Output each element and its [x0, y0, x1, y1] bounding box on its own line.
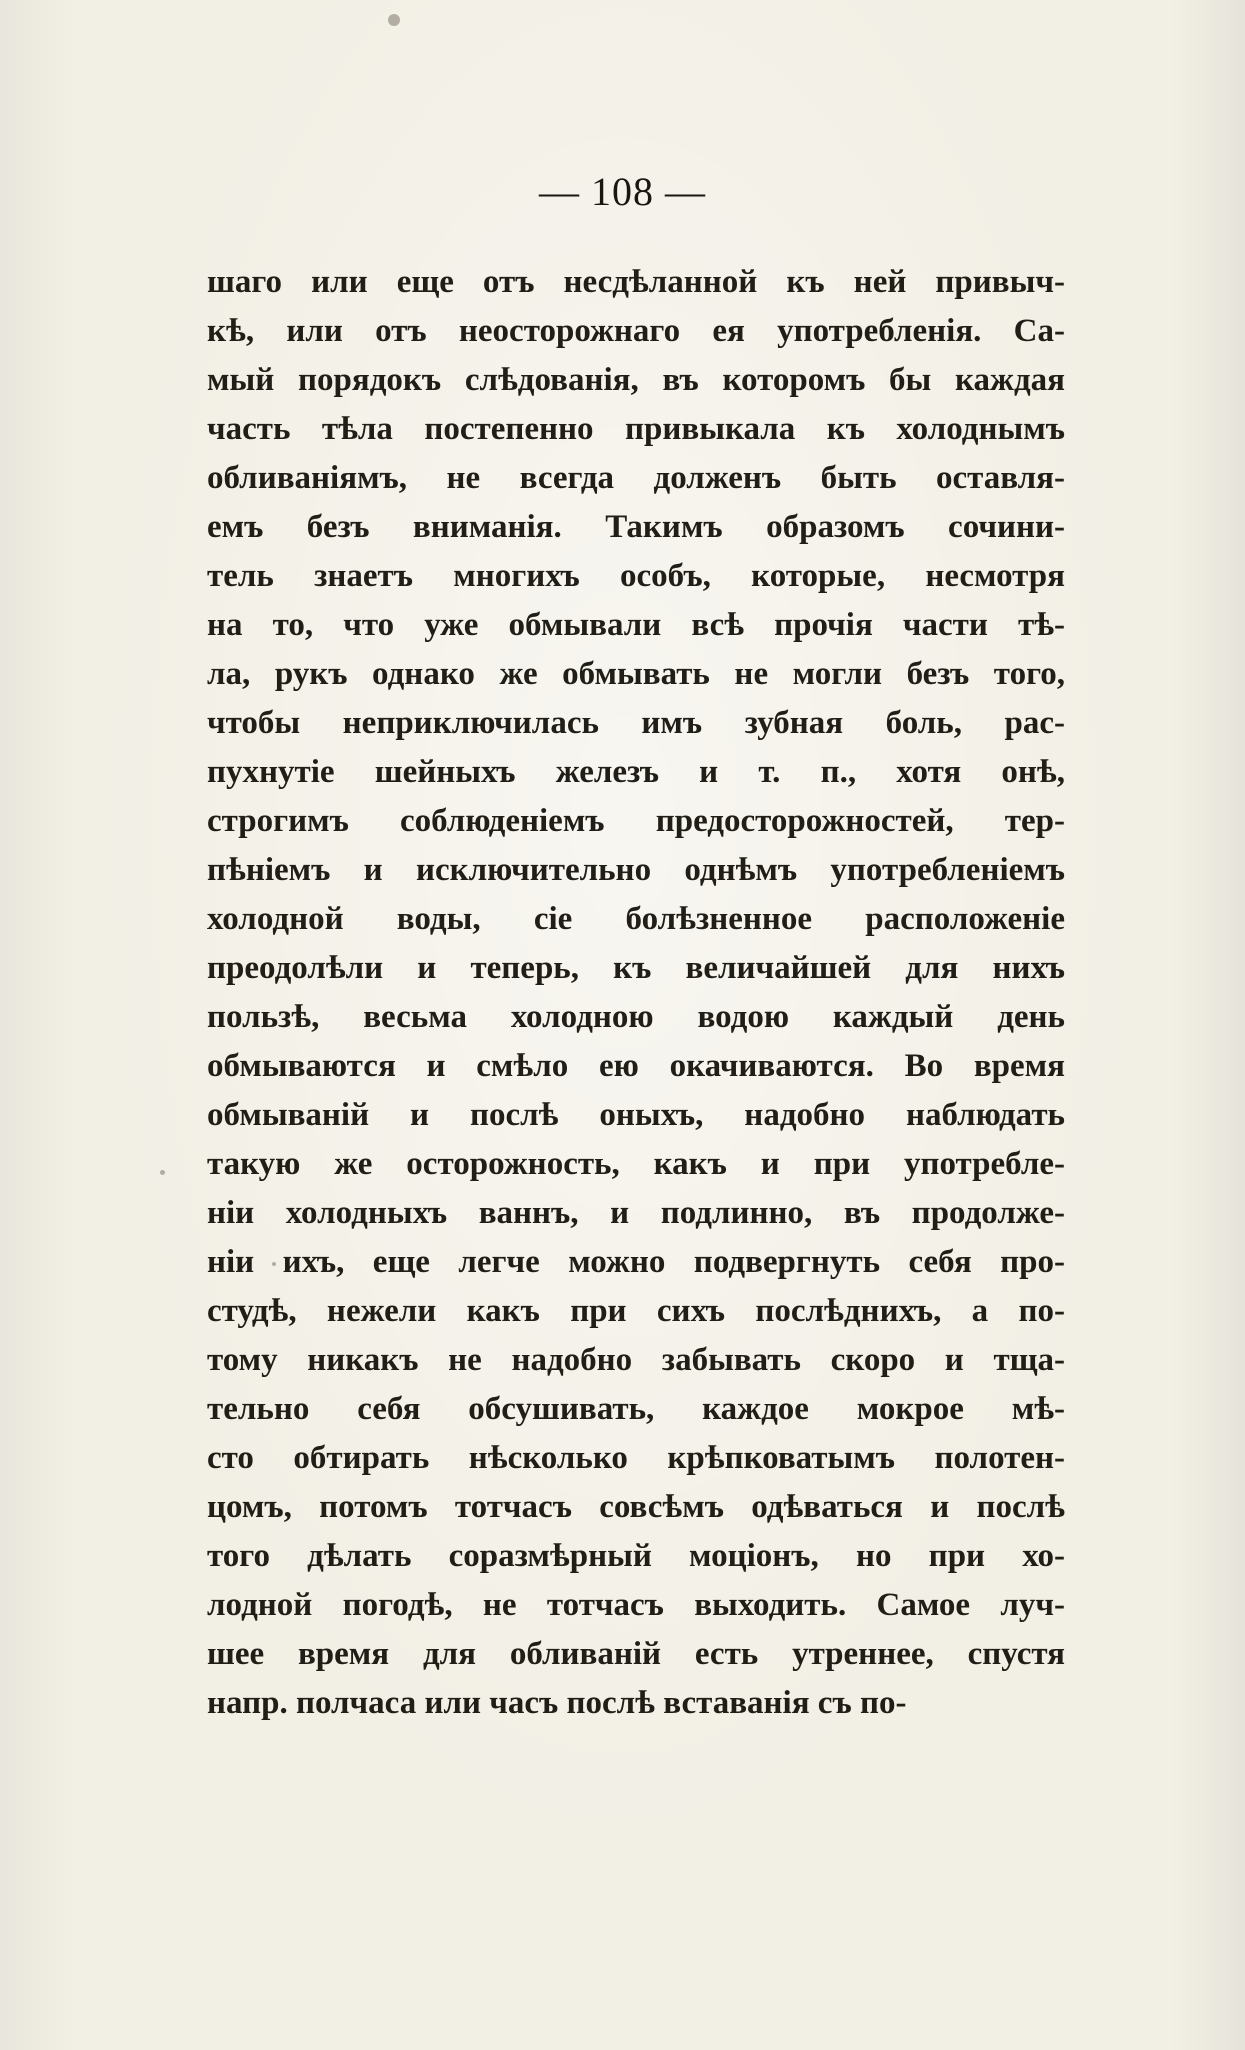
text-line: мый порядокъ слѣдованія, въ которомъ бы каждая [207, 362, 1065, 398]
text-line: цомъ, потомъ тотчасъ совсѣмъ одѣваться и послѣ [207, 1489, 1065, 1525]
text-line: обливаніямъ, не всегда долженъ быть оставля- [207, 460, 1065, 496]
text-line: часть тѣла постепенно привыкала къ холоднымъ [207, 411, 1065, 447]
text-line: того дѣлать соразмѣрный моціонъ, но при хо- [207, 1538, 1065, 1574]
text-line: преодолѣли и теперь, къ величайшей для нихъ [207, 950, 1065, 986]
text-line: чтобы неприключилась имъ зубная боль, рас- [207, 705, 1065, 741]
text-line: обмываній и послѣ оныхъ, надобно наблюдать [207, 1097, 1065, 1133]
text-line: тельно себя обсушивать, каждое мокрое мѣ- [207, 1391, 1065, 1427]
text-line: тель знаетъ многихъ особъ, которые, несмотря [207, 558, 1065, 594]
text-line: ніи ихъ, еще легче можно подвергнуть себя про- [207, 1244, 1065, 1280]
paper-speck [160, 1170, 165, 1175]
text-line: обмываются и смѣло ею окачиваются. Во время [207, 1048, 1065, 1084]
text-line: ла, рукъ однако же обмывать не могли безъ того, [207, 656, 1065, 692]
page-number: — 108 — [539, 169, 706, 214]
paper-speck [388, 14, 400, 26]
text-line: строгимъ соблюденіемъ предосторожностей, тер- [207, 803, 1065, 839]
text-line: на то, что уже обмывали всѣ прочія части тѣ- [207, 607, 1065, 643]
text-line: пухнутіе шейныхъ железъ и т. п., хотя онѣ, [207, 754, 1065, 790]
body-text [207, 258, 1065, 1728]
text-line: кѣ, или отъ неосторожнаго ея употребленія. Са- [207, 313, 1065, 349]
text-line: шаго или еще отъ несдѣланной къ ней привыч- [207, 264, 1065, 300]
text-line: студѣ, нежели какъ при сихъ послѣднихъ, а по- [207, 1293, 1065, 1329]
text-line: шее время для обливаній есть утреннее, спустя [207, 1636, 1065, 1672]
text-line: ніи холодныхъ ваннъ, и подлинно, въ продолже- [207, 1195, 1065, 1231]
text-line: пользѣ, весьма холодною водою каждый день [207, 999, 1065, 1035]
text-line: тому никакъ не надобно забывать скоро и тща- [207, 1342, 1065, 1378]
text-line: такую же осторожность, какъ и при употребле- [207, 1146, 1065, 1182]
text-line: емъ безъ вниманія. Такимъ образомъ сочини- [207, 509, 1065, 545]
text-line: сто обтирать нѣсколько крѣпковатымъ полотен- [207, 1440, 1065, 1476]
text-line: холодной воды, сіе болѣзненное расположеніе [207, 901, 1065, 937]
text-line: пѣніемъ и исключительно однѣмъ употребленіемъ [207, 852, 1065, 888]
text-line: напр. полчаса или часъ послѣ вставанія съ по- [207, 1685, 907, 1721]
text-line: лодной погодѣ, не тотчасъ выходить. Самое луч- [207, 1587, 1065, 1623]
